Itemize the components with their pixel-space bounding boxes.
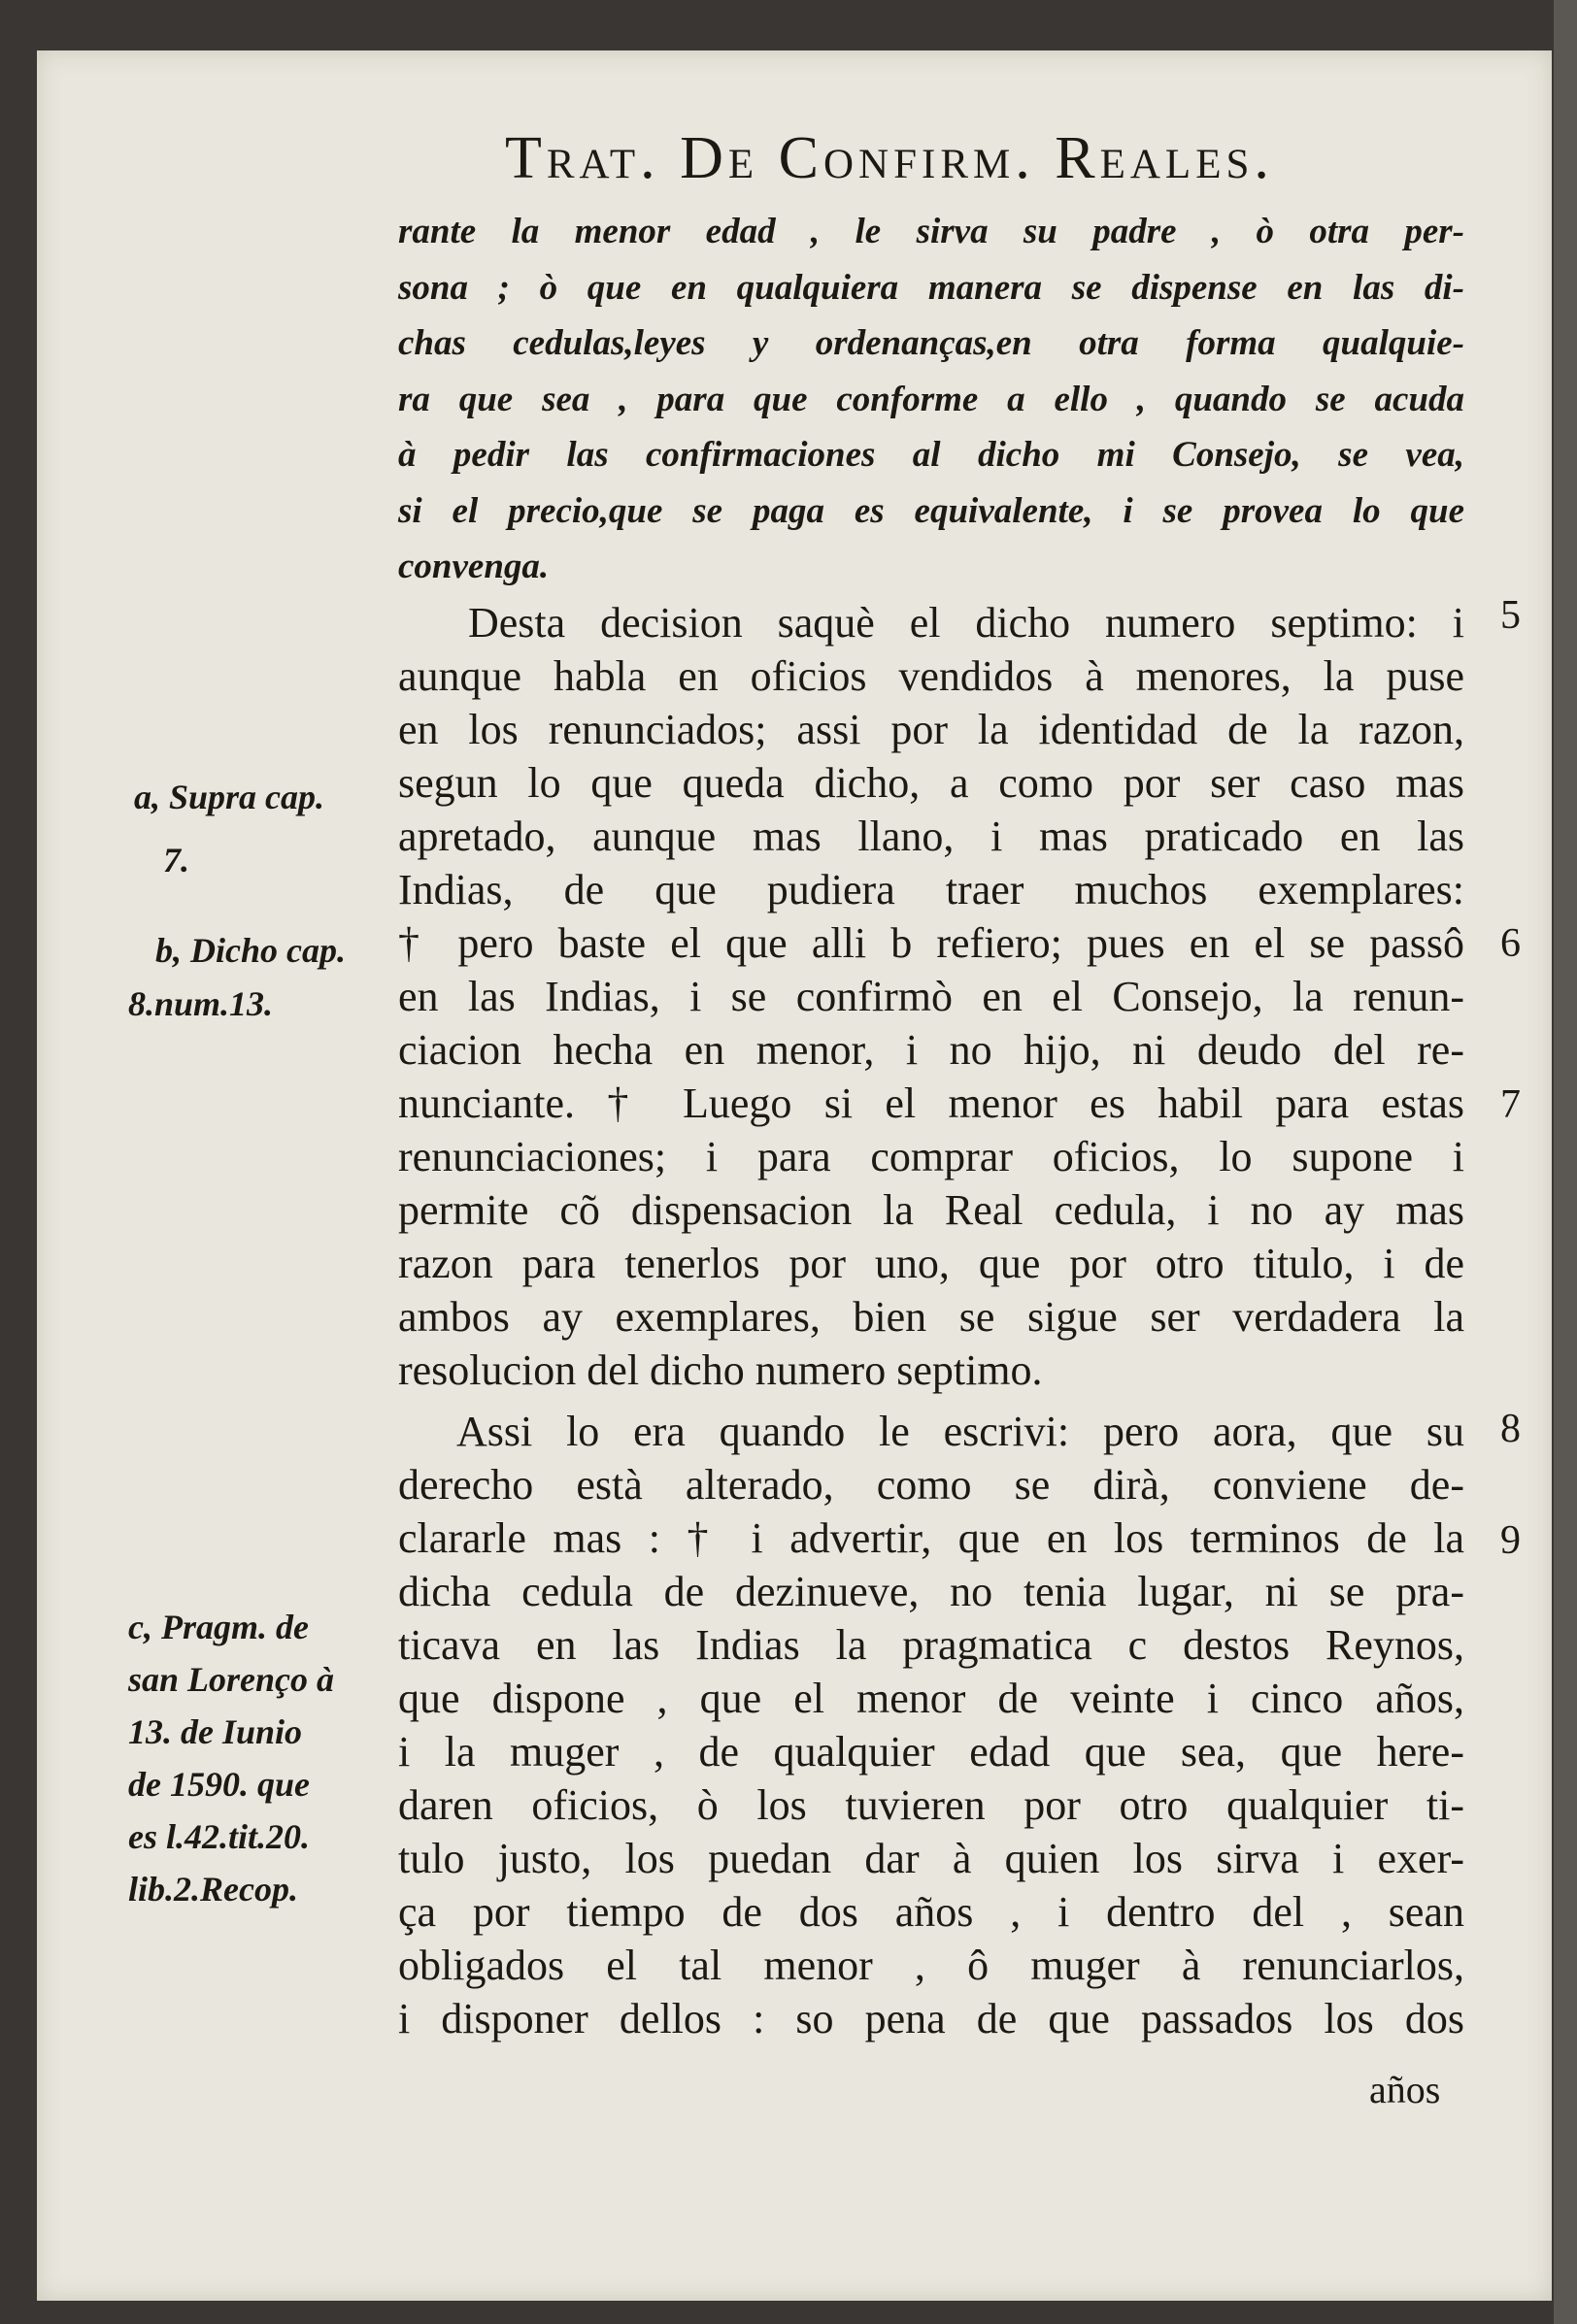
text-line: renunciaciones; i para comprar oficios, lo supone i [398,1133,1464,1180]
text-line: si el precio,que se paga es equivalente, i se provea lo que [398,491,1464,531]
text-line: i disponer dellos : so pena de que passados los dos [398,1995,1464,2042]
text-line: resolucion del dicho numero septimo. [398,1346,1043,1394]
sidenote: a, Supra cap. [134,778,325,816]
paragraph-number: 9 [1500,1518,1521,1563]
text-line: ciacion hecha en menor, i no hijo, ni deudo del re- [398,1026,1464,1074]
text-line: ticava en las Indias la pragmatica c destos Reynos, [398,1621,1464,1669]
text-line: à pedir las confirmaciones al dicho mi Consejo, se vea, [398,435,1464,475]
sidenote: c, Pragm. de [128,1608,309,1646]
text-line: Assi lo era quando le escrivi: pero aora, que su [456,1408,1464,1455]
text-line: † pero baste el que alli b refiero; pues en el se passô [398,919,1464,967]
text-line: razon para tenerlos por uno, que por otro titulo, i de [398,1240,1464,1287]
paragraph-number: 7 [1500,1082,1521,1127]
text-line: ambos ay exemplares, bien se sigue ser verdadera la [398,1293,1464,1341]
text-line: obligados el tal menor , ô muger à renunciarlos, [398,1942,1464,1989]
text-line: tulo justo, los puedan dar à quien los sirva i exer- [398,1835,1464,1882]
catchword: años [1369,2068,1441,2111]
text-line: convenga. [398,547,550,586]
sidenote: b, Dicho cap. [155,931,346,970]
paragraph-number: 8 [1500,1407,1521,1451]
text-line: i la muger , de qualquier edad que sea, que here- [398,1728,1464,1776]
text-line: en los renunciados; assi por la identidad de la razon, [398,706,1464,753]
text-line: apretado, aunque mas llano, i mas praticado en las [398,813,1464,860]
text-line: sona ; ò que en qualquiera manera se dispense en las di- [398,268,1464,308]
sidenote: es l.42.tit.20. [128,1817,310,1856]
text-line: daren oficios, ò los tuvieren por otro qualquier ti- [398,1781,1464,1829]
sidenote: lib.2.Recop. [128,1870,298,1909]
text-line: ra que sea , para que conforme a ello , quando se acuda [398,380,1464,419]
text-line: Indias, de que pudiera traer muchos exemplares: [398,866,1464,913]
sidenote: 8.num.13. [128,984,274,1023]
paragraph-number: 5 [1500,593,1521,638]
text-line: segun lo que queda dicho, a como por ser caso mas [398,759,1464,807]
text-line: chas cedulas,leyes y ordenanças,en otra forma qualquie- [398,323,1464,363]
text-line: ça por tiempo de dos años , i dentro del , sean [398,1888,1464,1936]
text-line: rante la menor edad , le sirva su padre , ò otra per- [398,212,1464,251]
text-line: nunciante. † Luego si el menor es habil para estas [398,1079,1464,1127]
sidenote: 13. de Iunio [128,1712,303,1751]
text-line: Desta decision saquè el dicho numero septimo: i [468,599,1464,647]
sidenote: de 1590. que [128,1765,310,1804]
text-line: que dispone , que el menor de veinte i cinco años, [398,1675,1464,1722]
text-line: dicha cedula de dezinueve, no tenia lugar, ni se pra- [398,1568,1464,1615]
paragraph-number: 6 [1500,921,1521,966]
text-line: permite cõ dispensacion la Real cedula, i no ay mas [398,1186,1464,1234]
text-line: aunque habla en oficios vendidos à menores, la puse [398,652,1464,700]
text-line: derecho està alterado, como se dirà, conviene de- [398,1461,1464,1509]
running-header: Trat. De Confirm. Reales. [505,125,1274,191]
text-line: clararle mas : † i advertir, que en los terminos de la [398,1514,1464,1562]
scan-edge [1554,0,1577,2324]
sidenote: 7. [163,841,189,880]
text-line: en las Indias, i se confirmò en el Consejo, la renun- [398,973,1464,1020]
sidenote: san Lorenço à [128,1660,335,1699]
